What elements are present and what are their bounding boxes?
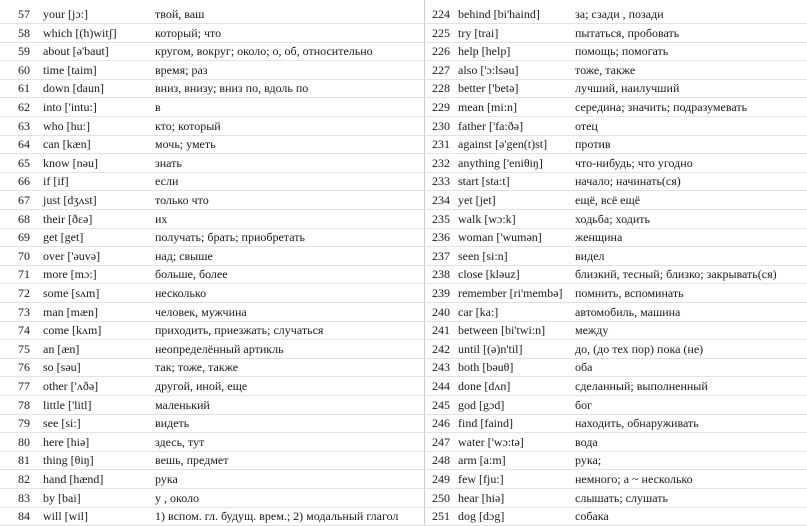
word-translation: так; тоже, также bbox=[155, 360, 239, 375]
word-number: 246 bbox=[432, 416, 450, 431]
word-translation: 1) вспом. гл. будущ. врем.; 2) модальный глагол bbox=[155, 509, 399, 524]
word-transcription: into ['intu:] bbox=[43, 100, 97, 114]
word-number: 67 bbox=[18, 193, 30, 207]
word-row bbox=[420, 61, 807, 80]
word-transcription: over ['əuvə] bbox=[43, 248, 101, 263]
word-translation: отец bbox=[575, 118, 598, 133]
word-transcription: anything ['eniθiŋ] bbox=[458, 155, 543, 170]
word-transcription: by [bai] bbox=[43, 490, 81, 505]
word-number: 79 bbox=[18, 416, 30, 431]
word-number: 236 bbox=[432, 230, 450, 245]
word-row bbox=[0, 377, 420, 396]
word-transcription: done [dʌn] bbox=[458, 379, 511, 393]
word-number: 247 bbox=[432, 434, 450, 449]
word-transcription: can [kæn] bbox=[43, 137, 91, 152]
word-translation: слышать; слушать bbox=[575, 490, 668, 505]
word-transcription: until [(ə)n'til] bbox=[458, 341, 523, 356]
word-number: 74 bbox=[18, 323, 30, 338]
word-number: 224 bbox=[432, 7, 450, 21]
word-translation: получать; брать; приобретать bbox=[155, 230, 305, 245]
word-transcription: other ['ʌðə] bbox=[43, 379, 99, 393]
word-translation: неопределённый артикль bbox=[155, 341, 284, 356]
word-transcription: yet [jet] bbox=[458, 193, 496, 207]
word-transcription: help [help] bbox=[458, 44, 511, 59]
word-transcription: come [kʌm] bbox=[43, 323, 102, 338]
word-transcription: hand [hænd] bbox=[43, 472, 104, 486]
word-row bbox=[420, 247, 807, 266]
word-number: 241 bbox=[432, 323, 450, 338]
word-translation: у , около bbox=[155, 490, 200, 505]
word-row bbox=[0, 79, 420, 98]
word-transcription: between [bi'twi:n] bbox=[458, 323, 546, 338]
word-translation: тоже, также bbox=[575, 62, 636, 77]
word-row bbox=[0, 61, 420, 80]
word-transcription: few [fju:] bbox=[458, 472, 504, 486]
word-translation: сделанный; выполненный bbox=[575, 379, 708, 393]
word-transcription: behind [bi'haind] bbox=[458, 7, 540, 21]
word-row bbox=[0, 284, 420, 303]
word-number: 72 bbox=[18, 286, 30, 300]
word-number: 244 bbox=[432, 379, 450, 393]
word-row bbox=[420, 414, 807, 433]
word-number: 233 bbox=[432, 174, 450, 189]
word-transcription: their [ðɛə] bbox=[43, 211, 93, 226]
word-transcription: your [jɔ:] bbox=[43, 7, 88, 21]
word-row bbox=[0, 5, 420, 24]
word-translation: за; сзади , позади bbox=[575, 7, 664, 21]
word-number: 250 bbox=[432, 490, 450, 505]
word-translation: вода bbox=[575, 434, 598, 449]
word-translation: видел bbox=[575, 248, 605, 263]
word-row bbox=[0, 24, 420, 43]
word-translation: женщина bbox=[575, 230, 623, 245]
word-number: 81 bbox=[18, 453, 30, 468]
word-number: 239 bbox=[432, 286, 450, 300]
word-number: 243 bbox=[432, 360, 450, 375]
word-row bbox=[0, 414, 420, 433]
word-row bbox=[420, 489, 807, 508]
word-row bbox=[420, 228, 807, 247]
word-transcription: an [æn] bbox=[43, 341, 80, 356]
word-number: 73 bbox=[18, 304, 30, 319]
word-row bbox=[0, 154, 420, 173]
word-row bbox=[420, 154, 807, 173]
word-translation: вниз, внизу; вниз по, вдоль по bbox=[155, 81, 309, 96]
word-row bbox=[0, 191, 420, 210]
word-translation: несколько bbox=[155, 286, 207, 300]
word-number: 230 bbox=[432, 118, 450, 133]
word-translation: автомобиль, машина bbox=[575, 304, 681, 319]
word-translation: близкий, тесный; близко; закрывать(ся) bbox=[575, 267, 777, 282]
word-row bbox=[420, 135, 807, 154]
word-number: 62 bbox=[18, 100, 30, 114]
word-translation: в bbox=[155, 100, 161, 114]
word-translation: середина; значить; подразумевать bbox=[575, 100, 748, 114]
word-translation: бог bbox=[575, 397, 593, 412]
word-row bbox=[420, 284, 807, 303]
word-translation: человек, мужчина bbox=[155, 304, 247, 319]
word-row bbox=[420, 5, 807, 24]
word-translation: лучший, наилучший bbox=[575, 81, 680, 96]
word-number: 64 bbox=[18, 137, 30, 152]
word-translation: здесь, тут bbox=[155, 434, 205, 449]
word-number: 235 bbox=[432, 211, 450, 226]
word-transcription: get [get] bbox=[43, 230, 84, 245]
word-transcription: dog [dɔg] bbox=[458, 509, 505, 524]
word-row bbox=[0, 433, 420, 452]
word-translation: собака bbox=[575, 509, 609, 524]
word-translation: кругом, вокруг; около; о, об, относительно bbox=[155, 44, 373, 59]
word-transcription: here [hiə] bbox=[43, 434, 90, 449]
word-number: 238 bbox=[432, 267, 450, 282]
word-row bbox=[0, 210, 420, 229]
word-row bbox=[0, 451, 420, 470]
word-row bbox=[0, 98, 420, 117]
word-row bbox=[420, 172, 807, 191]
word-translation: твой, ваш bbox=[155, 7, 205, 21]
word-row bbox=[0, 470, 420, 489]
word-row bbox=[0, 358, 420, 377]
word-transcription: about [ə'baut] bbox=[43, 44, 109, 59]
word-row bbox=[0, 303, 420, 322]
word-row bbox=[0, 507, 420, 526]
word-row bbox=[420, 117, 807, 136]
word-translation: время; раз bbox=[155, 62, 208, 77]
word-number: 58 bbox=[18, 25, 30, 40]
word-transcription: more [mɔ:] bbox=[43, 267, 97, 282]
word-translation: рука bbox=[155, 472, 178, 486]
word-row bbox=[420, 303, 807, 322]
word-row bbox=[420, 396, 807, 415]
word-number: 80 bbox=[18, 434, 30, 449]
word-row bbox=[0, 42, 420, 61]
word-transcription: just [dʒʌst] bbox=[43, 193, 97, 207]
word-translation: между bbox=[575, 323, 609, 338]
word-number: 232 bbox=[432, 155, 450, 170]
word-transcription: better ['betə] bbox=[458, 81, 519, 96]
word-number: 227 bbox=[432, 62, 450, 77]
word-row bbox=[420, 507, 807, 526]
word-number: 70 bbox=[18, 248, 30, 263]
word-transcription: mean [mi:n] bbox=[458, 100, 517, 114]
word-number: 68 bbox=[18, 211, 30, 226]
word-row bbox=[0, 247, 420, 266]
word-number: 245 bbox=[432, 397, 450, 412]
word-number: 226 bbox=[432, 44, 450, 59]
word-row bbox=[420, 340, 807, 359]
word-translation: пытаться, пробовать bbox=[575, 25, 680, 40]
word-row bbox=[420, 79, 807, 98]
word-row bbox=[420, 470, 807, 489]
word-number: 234 bbox=[432, 193, 450, 207]
word-number: 60 bbox=[18, 62, 30, 77]
word-translation: если bbox=[155, 174, 179, 189]
word-row bbox=[0, 489, 420, 508]
word-transcription: remember [ri'membə] bbox=[458, 286, 563, 300]
word-number: 242 bbox=[432, 341, 450, 356]
word-translation: кто; который bbox=[155, 118, 221, 133]
word-number: 57 bbox=[18, 7, 30, 21]
word-row bbox=[420, 321, 807, 340]
word-transcription: close [kləuz] bbox=[458, 267, 520, 282]
word-row bbox=[0, 265, 420, 284]
word-transcription: both [bəuθ] bbox=[458, 360, 514, 375]
word-translation: оба bbox=[575, 360, 593, 375]
word-number: 78 bbox=[18, 397, 30, 412]
word-row bbox=[420, 358, 807, 377]
word-number: 77 bbox=[18, 379, 30, 393]
word-number: 69 bbox=[18, 230, 30, 245]
word-translation: приходить, приезжать; случаться bbox=[155, 323, 324, 338]
word-translation: ходьба; ходить bbox=[575, 211, 650, 226]
word-transcription: little ['litl] bbox=[43, 397, 92, 412]
word-translation: видеть bbox=[155, 416, 190, 431]
word-translation: ещё, всё ещё bbox=[575, 193, 641, 207]
word-number: 225 bbox=[432, 25, 450, 40]
word-transcription: so [səu] bbox=[43, 360, 81, 375]
word-translation: знать bbox=[155, 155, 182, 170]
word-row bbox=[0, 172, 420, 191]
word-row bbox=[0, 228, 420, 247]
word-transcription: against [ə'gen(t)st] bbox=[458, 137, 548, 152]
word-transcription: arm [a:m] bbox=[458, 453, 506, 468]
word-row bbox=[0, 396, 420, 415]
word-number: 63 bbox=[18, 118, 30, 133]
word-transcription: down [daun] bbox=[43, 81, 104, 96]
word-transcription: also ['ɔ:lsəu] bbox=[458, 62, 519, 77]
word-transcription: start [sta:t] bbox=[458, 174, 510, 189]
word-row bbox=[0, 135, 420, 154]
word-transcription: water ['wɔ:tə] bbox=[458, 434, 524, 449]
word-transcription: try [trai] bbox=[458, 25, 499, 40]
word-transcription: man [mæn] bbox=[43, 304, 98, 319]
word-transcription: walk [wɔ:k] bbox=[458, 211, 516, 226]
word-translation: мочь; уметь bbox=[155, 137, 216, 152]
word-transcription: will [wil] bbox=[43, 509, 88, 524]
word-number: 71 bbox=[18, 267, 30, 282]
word-translation: маленький bbox=[155, 397, 210, 412]
word-translation: вешь, предмет bbox=[155, 453, 229, 468]
word-transcription: if [if] bbox=[43, 174, 69, 189]
word-translation: который; что bbox=[155, 25, 222, 40]
word-number: 249 bbox=[432, 472, 450, 486]
word-row bbox=[420, 42, 807, 61]
word-translation: другой, иной, еще bbox=[155, 379, 248, 393]
word-number: 59 bbox=[18, 44, 30, 59]
word-transcription: father ['fa:ðə] bbox=[458, 118, 524, 133]
word-row bbox=[420, 433, 807, 452]
word-transcription: hear [hiə] bbox=[458, 490, 505, 505]
word-transcription: see [si:] bbox=[43, 416, 81, 431]
word-number: 82 bbox=[18, 472, 30, 486]
word-transcription: some [sʌm] bbox=[43, 286, 100, 300]
word-transcription: car [ka:] bbox=[458, 304, 499, 319]
word-translation: помнить, вспоминать bbox=[575, 286, 684, 300]
word-translation: начало; начинать(ся) bbox=[575, 174, 681, 189]
word-row bbox=[420, 191, 807, 210]
word-translation: находить, обнаруживать bbox=[575, 416, 699, 431]
word-translation: что-нибудь; что угодно bbox=[575, 155, 693, 170]
word-translation: до, (до тех пор) пока (не) bbox=[575, 341, 704, 356]
word-transcription: god [gɔd] bbox=[458, 397, 505, 412]
word-number: 83 bbox=[18, 490, 30, 505]
word-row bbox=[420, 24, 807, 43]
word-transcription: find [faind] bbox=[458, 416, 513, 431]
word-translation: против bbox=[575, 137, 611, 152]
word-translation: немного; а ~ несколько bbox=[575, 472, 693, 486]
word-translation: больше, более bbox=[155, 267, 228, 282]
word-number: 65 bbox=[18, 155, 30, 170]
word-row bbox=[420, 451, 807, 470]
word-transcription: thing [θiŋ] bbox=[43, 453, 94, 468]
word-number: 66 bbox=[18, 174, 30, 189]
word-number: 84 bbox=[18, 509, 30, 524]
word-number: 61 bbox=[18, 81, 30, 96]
word-translation: над; свыше bbox=[155, 248, 213, 263]
word-number: 75 bbox=[18, 341, 30, 356]
word-number: 229 bbox=[432, 100, 450, 114]
word-row bbox=[0, 321, 420, 340]
word-number: 228 bbox=[432, 81, 450, 96]
word-translation: их bbox=[155, 211, 168, 226]
word-number: 231 bbox=[432, 137, 450, 152]
word-transcription: woman ['wumən] bbox=[458, 230, 542, 245]
word-row bbox=[420, 98, 807, 117]
word-transcription: which [(h)witʃ] bbox=[43, 25, 117, 40]
word-translation: рука; bbox=[575, 453, 602, 468]
word-row bbox=[420, 265, 807, 284]
word-number: 76 bbox=[18, 360, 30, 375]
word-number: 237 bbox=[432, 248, 450, 263]
word-transcription: know [nəu] bbox=[43, 155, 98, 170]
word-translation: помощь; помогать bbox=[575, 44, 669, 59]
word-transcription: time [taim] bbox=[43, 62, 97, 77]
word-translation: только что bbox=[155, 193, 209, 207]
word-row bbox=[0, 117, 420, 136]
word-row bbox=[0, 340, 420, 359]
word-transcription: who [hu:] bbox=[43, 118, 90, 133]
word-number: 251 bbox=[432, 509, 450, 524]
word-row bbox=[420, 210, 807, 229]
word-number: 240 bbox=[432, 304, 450, 319]
word-number: 248 bbox=[432, 453, 450, 468]
word-row bbox=[420, 377, 807, 396]
word-transcription: seen [si:n] bbox=[458, 248, 508, 263]
